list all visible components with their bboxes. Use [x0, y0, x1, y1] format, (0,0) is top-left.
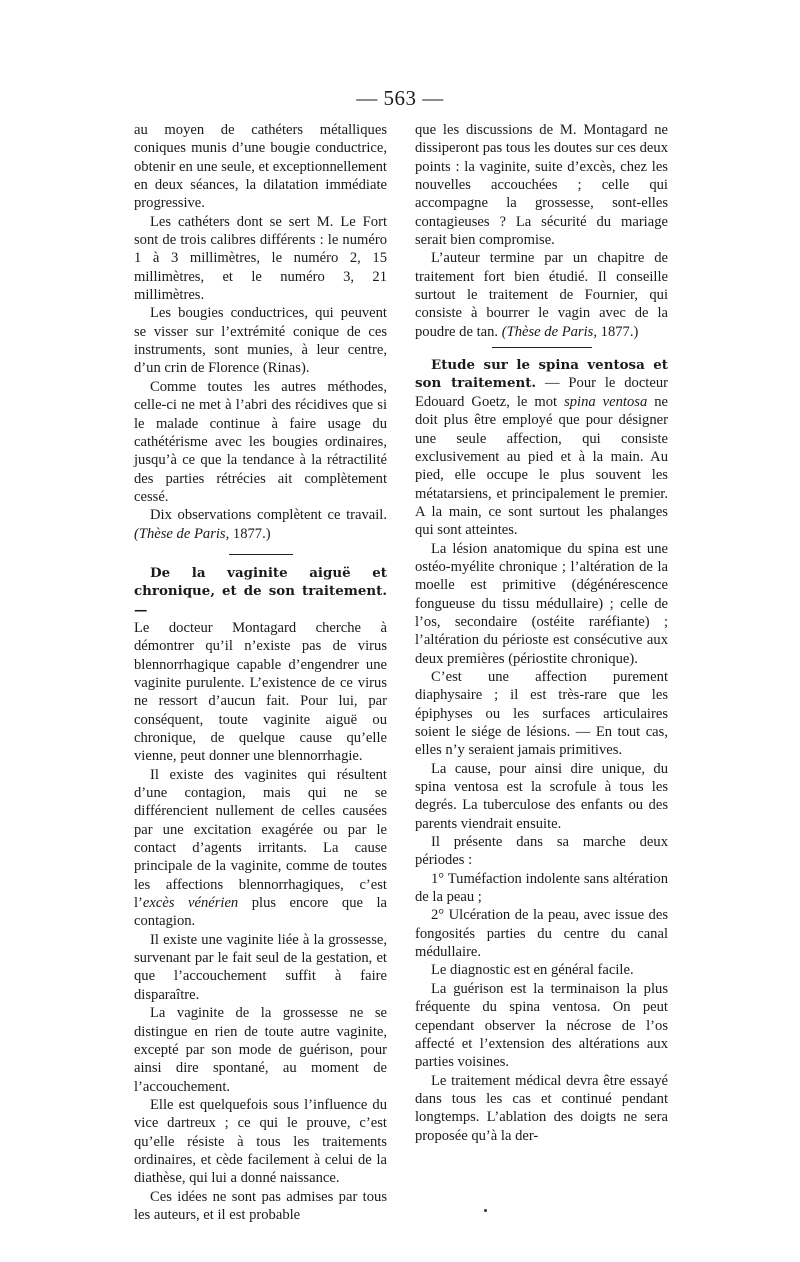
paragraph: Ces idées ne sont pas admises par tous les auteurs, et il est probable [134, 1188, 387, 1223]
section-heading-line [134, 564, 387, 619]
paragraph: au moyen de cathéters métalliques coniques munis d’une bougie conductrice, obtenir en une seule, et exceptionnellement en deux séances, la dilatation immédiate progressive. [134, 122, 387, 212]
paragraph: que les discussions de M. Montagard ne dissiperont pas tous les doutes sur ces deux points : la vaginite, suite d’excès, chez les nouvelles accouchées ; celle qui accompagne la grossesse, sont-elles contagieuses ? La sécurité du mariage serait bien compromise. [415, 122, 668, 249]
citation-year: 1877.) [229, 525, 271, 542]
list-item: 1° Tuméfaction indolente sans altération de la peau ; [415, 870, 668, 906]
paragraph-citation [134, 506, 387, 543]
paragraph-text: plus encore que la contagion. [134, 895, 387, 930]
citation-source: (Thèse de Paris, [134, 525, 230, 542]
citation-year: 1877.) [597, 323, 639, 340]
paragraph-text: L’auteur termine par un chapitre de traitement fort bien étudié. Il conseille surtout le traitement de Fournier, qui consiste à bourrer le vagin avec de la poudre de tan. [415, 250, 668, 340]
section-divider [229, 554, 293, 555]
paragraph [134, 766, 387, 931]
paragraph: La cause, pour ainsi dire unique, du spina ventosa est la scrofule à tous les degrés. La tuberculose des enfants ou des parents viendrait ensuite. [415, 760, 668, 832]
paragraph-text: — Pour le docteur Edouard Goetz, le mot [415, 375, 668, 410]
paragraph: C’est une affection purement diaphysaire ; il est très-rare que les épiphyses ou les surfaces articulaires soient le siége de lésions. — En tout cas, elles n’y seraient jamais primitives. [415, 668, 668, 759]
paragraph: Les cathéters dont se sert M. Le Fort sont de trois calibres différents : le numéro 1 à 3 millimètres, le numéro 2, 15 millimètres, et le numéro 3, 21 millimètres. [134, 213, 387, 304]
paragraph: Le traitement médical devra être essayé dans tous les cas et continué pendant longtemps. L’ablation des doigts ne sera proposée qu’à la der- [415, 1072, 668, 1144]
paragraph: Elle est quelquefois sous l’influence du vice dartreux ; ce qui le prouve, c’est qu’elle résiste à tous les traitements ordinaires, et cède facilement à celui de la diathèse, qui lui a donné naissance. [134, 1096, 387, 1187]
paragraph: Il existe une vaginite liée à la grossesse, survenant par le fait seul de la gestation, et que l’accouchement suffit à faire disparaître. [134, 931, 387, 1003]
paragraph: Comme toutes les autres méthodes, celle-ci ne met à l’abri des récidives que si le malade continue à faire usage du cathétérisme avec les bougies ordinaires, jusqu’à ce que la tendance à la rétractilité des parties rétrécies ait complètement cessé. [134, 378, 387, 505]
paragraph-text: Il existe des vaginites qui résultent d’une contagion, mais qui ne se différencient nullement de celles causées par une excitation exagérée ou par le contact d’agents irritants. La cause principale de la vaginite, comme de toutes les affections blennorrhagiques, c’est l’ [134, 766, 387, 912]
section-dash: — [134, 601, 148, 618]
print-speck [484, 1209, 487, 1212]
paragraph: Les bougies conductrices, qui peuvent se visser sur l’extrémité conique de ces instruments, sont munies, à leur centre, d’un crin de Florence (Rinas). [134, 305, 387, 377]
section-divider [492, 347, 592, 348]
left-column [134, 121, 387, 1224]
page-number: — 563 — [356, 86, 444, 110]
paragraph: Le diagnostic est en général facile. [431, 962, 634, 979]
paragraph-citation [415, 249, 668, 341]
paragraph: La guérison est la terminaison la plus fréquente du spina ventosa. On peut cependant observer la nécrose de l’os affecté et l’extension des altérations aux parties voisines. [415, 980, 668, 1071]
emphasis: excès vénérien [142, 895, 239, 912]
paragraph-text: ne doit plus être employé que pour désigner une seule affection, qui consiste exclusivement au pied et à la main. Au pied, elle occupe le plus souvent les métatarsiens, et principalement le premier. A la main, ce sont surtout les phalanges qui sont atteintes. [415, 393, 668, 539]
paragraph: Il présente dans sa marche deux périodes : [415, 834, 668, 869]
section-heading: De la vaginite aiguë et chronique, et de son traitement. [134, 564, 387, 600]
paragraph-text: Dix observations complètent ce travail. [150, 507, 387, 524]
paragraph: La vaginite de la grossesse ne se distingue en rien de toute autre vaginite, excepté par son mode de guérison, pour ainsi dire spontané, au moment de l’accouchement. [134, 1005, 387, 1095]
right-column [415, 121, 668, 1145]
paragraph: La lésion anatomique du spina est une ostéo-myélite chronique ; l’altération de la moelle est primitive (dégénérescence fongueuse du tissu médullaire) ; celle de l’os, secondaire (ostéite raréfiante) ; l’altération du périoste est consécutive aux deux premières (périostite chronique). [415, 540, 668, 667]
paragraph: Le docteur Montagard cherche à démontrer qu’il n’existe pas de virus blennorrhagique capable d’engendrer une vaginite purulente. L’existence de ce virus ne ressort d’aucun fait. Pour lui, par conséquent, toute vaginite aiguë ou chronique, de quelque cause qu’elle vienne, peut donner une blennorrhagie. [134, 619, 387, 765]
list-item: 2° Ulcération de la peau, avec issue des fongosités parties du centre du canal médullaire. [415, 907, 668, 961]
citation-source: (Thèse de Paris, [501, 323, 597, 340]
section-heading: Etude sur le spina ventosa et son traitement. [415, 357, 668, 392]
paragraph [415, 356, 668, 539]
emphasis: spina ventosa [564, 393, 648, 410]
